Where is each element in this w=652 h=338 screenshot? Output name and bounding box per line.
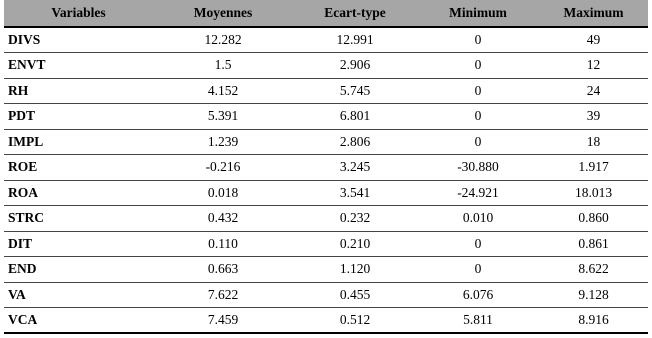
variable-name-cell: DIT — [4, 231, 153, 257]
minimum-cell: 6.076 — [417, 282, 539, 308]
mean-cell: 7.459 — [153, 308, 293, 334]
maximum-cell: 18.013 — [539, 180, 648, 206]
table-row — [4, 104, 648, 130]
table-row — [4, 53, 648, 79]
maximum-cell: 18 — [539, 129, 648, 155]
maximum-cell: 12 — [539, 53, 648, 79]
maximum-cell: 0.860 — [539, 206, 648, 232]
variable-name-cell: ENVT — [4, 53, 153, 79]
mean-cell: 0.432 — [153, 206, 293, 232]
table-row — [4, 180, 648, 206]
minimum-cell: 0 — [417, 104, 539, 130]
variable-name-cell: VA — [4, 282, 153, 308]
minimum-cell: 0 — [417, 231, 539, 257]
maximum-cell: 24 — [539, 78, 648, 104]
maximum-cell: 9.128 — [539, 282, 648, 308]
header-maximum: Maximum — [539, 0, 648, 27]
minimum-cell: 5.811 — [417, 308, 539, 334]
std-dev-cell: 1.120 — [293, 257, 417, 283]
variable-name-cell: PDT — [4, 104, 153, 130]
std-dev-cell: 0.512 — [293, 308, 417, 334]
maximum-cell: 39 — [539, 104, 648, 130]
minimum-cell: -30.880 — [417, 155, 539, 181]
header-minimum: Minimum — [417, 0, 539, 27]
descriptive-statistics-table — [4, 0, 648, 334]
variable-name-cell: STRC — [4, 206, 153, 232]
std-dev-cell: 6.801 — [293, 104, 417, 130]
table-row — [4, 231, 648, 257]
mean-cell: 1.5 — [153, 53, 293, 79]
variable-name-cell: ROE — [4, 155, 153, 181]
std-dev-cell: 0.232 — [293, 206, 417, 232]
header-row — [4, 0, 648, 27]
table-row — [4, 78, 648, 104]
variable-name-cell: VCA — [4, 308, 153, 334]
mean-cell: 12.282 — [153, 27, 293, 53]
variable-name-cell: END — [4, 257, 153, 283]
mean-cell: 7.622 — [153, 282, 293, 308]
header-variables: Variables — [4, 0, 153, 27]
std-dev-cell: 12.991 — [293, 27, 417, 53]
minimum-cell: 0.010 — [417, 206, 539, 232]
std-dev-cell: 3.541 — [293, 180, 417, 206]
variable-name-cell: ROA — [4, 180, 153, 206]
table-body — [4, 27, 648, 333]
minimum-cell: 0 — [417, 257, 539, 283]
mean-cell: 5.391 — [153, 104, 293, 130]
mean-cell: 0.663 — [153, 257, 293, 283]
table-row — [4, 257, 648, 283]
table-row — [4, 155, 648, 181]
mean-cell: 4.152 — [153, 78, 293, 104]
mean-cell: -0.216 — [153, 155, 293, 181]
header-means: Moyennes — [153, 0, 293, 27]
maximum-cell: 8.916 — [539, 308, 648, 334]
header-std-dev: Ecart-type — [293, 0, 417, 27]
table-row — [4, 129, 648, 155]
table-row — [4, 282, 648, 308]
minimum-cell: 0 — [417, 53, 539, 79]
table-header — [4, 0, 648, 27]
std-dev-cell: 3.245 — [293, 155, 417, 181]
maximum-cell: 1.917 — [539, 155, 648, 181]
minimum-cell: -24.921 — [417, 180, 539, 206]
minimum-cell: 0 — [417, 27, 539, 53]
minimum-cell: 0 — [417, 78, 539, 104]
variable-name-cell: RH — [4, 78, 153, 104]
table-row — [4, 27, 648, 53]
table-row — [4, 206, 648, 232]
variable-name-cell: DIVS — [4, 27, 153, 53]
std-dev-cell: 0.455 — [293, 282, 417, 308]
mean-cell: 0.018 — [153, 180, 293, 206]
minimum-cell: 0 — [417, 129, 539, 155]
mean-cell: 1.239 — [153, 129, 293, 155]
std-dev-cell: 2.806 — [293, 129, 417, 155]
std-dev-cell: 5.745 — [293, 78, 417, 104]
maximum-cell: 0.861 — [539, 231, 648, 257]
std-dev-cell: 2.906 — [293, 53, 417, 79]
variable-name-cell: IMPL — [4, 129, 153, 155]
maximum-cell: 8.622 — [539, 257, 648, 283]
table-row — [4, 308, 648, 334]
std-dev-cell: 0.210 — [293, 231, 417, 257]
mean-cell: 0.110 — [153, 231, 293, 257]
maximum-cell: 49 — [539, 27, 648, 53]
